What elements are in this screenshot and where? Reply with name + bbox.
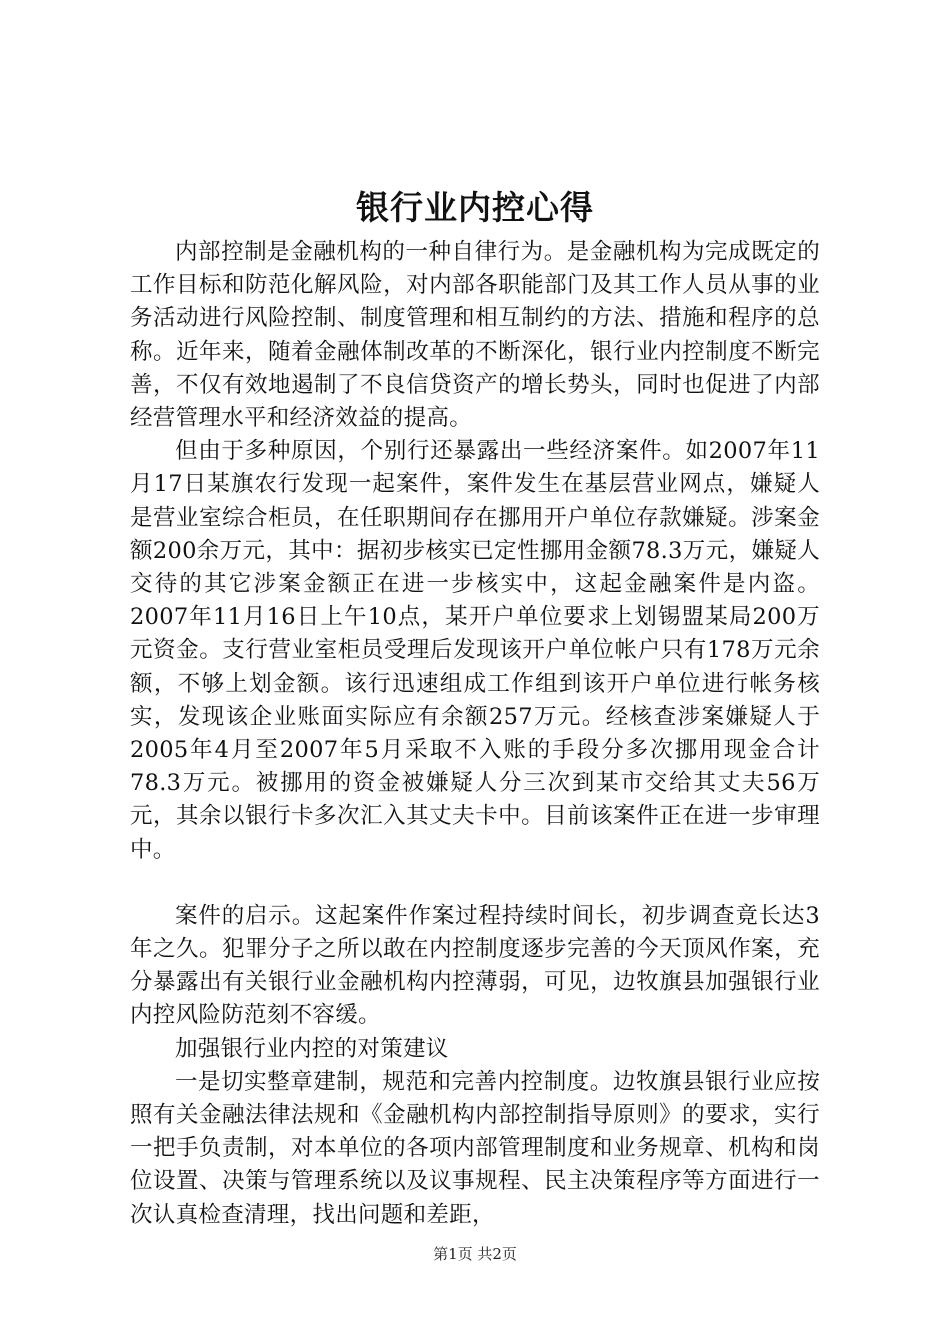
paragraph-case: 但由于多种原因，个别行还暴露出一些经济案件。如2007年11月17日某旗农行发现一起案件，案件发生在基层营业网点，嫌疑人是营业室综合柜员，在任职期间存在挪用开户单位存款嫌疑。涉案金额200余万元，其中：据初步核实已定性挪用金额78.3万元，嫌疑人交待的其它涉案金额正在进一步核实中，这起金融案件是内盗。2007年11月16日上午10点，某开户单位要求上划锡盟某局200万元资金。支行营业室柜员受理后发现该开户单位帐户只有178万元余额，不够上划金额。该行迅速组成工作组到该开户单位进行帐务核实，发现该企业账面实际应有余额257万元。经核查涉案嫌疑人于2005年4月至2007年5月采取不入账的手段分多次挪用现金合计78.3万元。被挪用的资金被嫌疑人分三次到某市交给其丈夫56万元，其余以银行卡多次汇入其丈夫卡中。目前该案件正在进一步审理中。 [130,438,820,863]
page-number-footer: 第1页 共2页 [433,1245,517,1263]
paragraph-lessons: 案件的启示。这起案件作案过程持续时间长，初步调查竟长达3年之久。犯罪分子之所以敢在内控制度逐步完善的今天顶风作案，充分暴露出有关银行业金融机构内控薄弱，可见，边牧旗县加强银行业内控风险防范刻不容缓。 [130,902,820,1029]
paragraph-intro: 内部控制是金融机构的一种自律行为。是金融机构为完成既定的工作目标和防范化解风险，对内部各职能部门及其工作人员从事的业务活动进行风险控制、制度管理和相互制约的方法、措施和程序的总称。近年来，随着金融体制改革的不断深化，银行业内控制度不断完善，不仅有效地遏制了不良信贷资产的增长势头，同时也促进了内部经营管理水平和经济效益的提高。 [130,239,820,432]
paragraph-suggestion-one: 一是切实整章建制，规范和完善内控制度。边牧旗县银行业应按照有关金融法律法规和《金融机构内部控制指导原则》的要求，实行一把手负责制，对本单位的各项内部管理制度和业务规章、机构和岗位设置、决策与管理系统以及议事规程、民主决策程序等方面进行一次认真检查清理，找出问题和差距， [130,1068,820,1228]
document-body [130,236,820,1232]
section-heading-suggestions: 加强银行业内控的对策建议 [175,1035,449,1062]
document-title: 银行业内控心得 [356,188,594,227]
